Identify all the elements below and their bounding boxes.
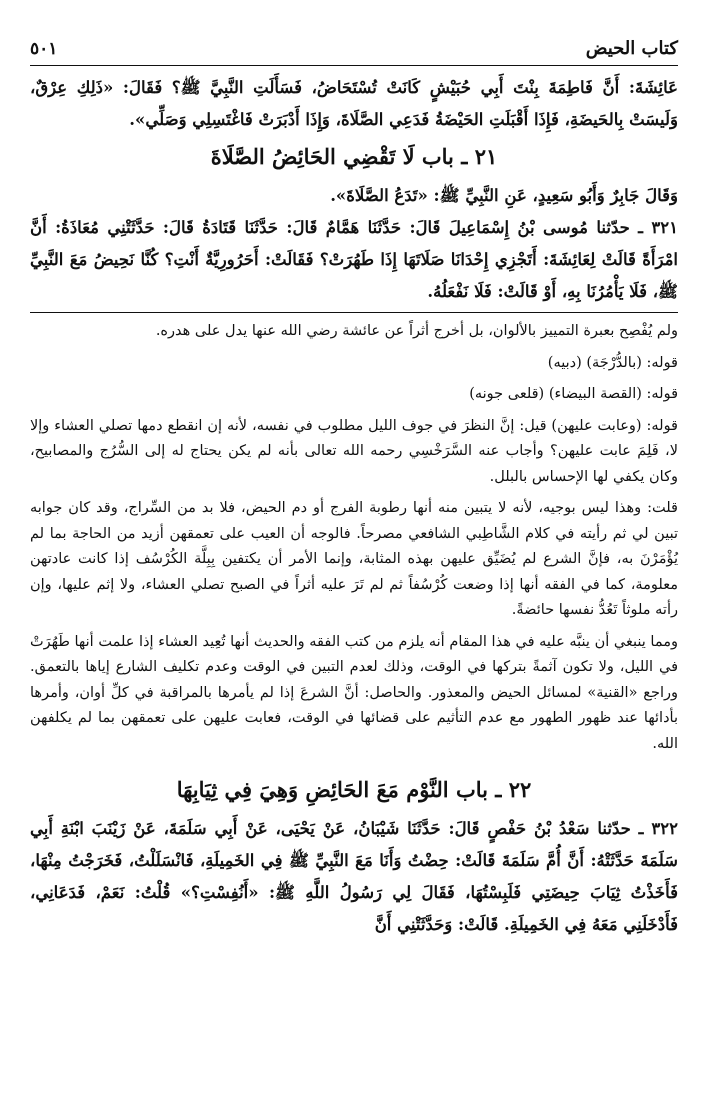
commentary-paragraph-4: قوله: (وعابت عليهن) قيل: إنَّ النظرَ في جوف الليل مطلوب في نفسه، لأنه إن انقطع دمها تصلي العشاء وإلا لا، فَلِمَ عابت عليهن؟ وأجاب عنه السَّرَخْسِي رحمه الله تعالى بأنه لم يكن يحتاج له إلى السُّرُج والمصابيح، وكان يكفي لها الإحساس بالبلل.	[30, 417, 678, 485]
divider	[30, 312, 678, 313]
page-header	[30, 38, 678, 66]
continued-hadith: عَائِشَةَ: أَنَّ فَاطِمَةَ بِنْتَ أَبِي حُبَيْشٍ كَانَتْ تُسْتَحَاضُ، فَسَأَلَتِ النَّبِيَّ ﷺ؟ فَقَالَ: «ذَلِكِ عِرْقٌ، وَلَيسَتْ بِالحَيضَةِ، فَإِذَا أَقْبَلَتِ الحَيْضَةُ فَدَعِي الصَّلَاةَ، وَإِذَا أَدْبَرَتْ فَاغْتَسِلِي وَصَلِّي».	[30, 78, 678, 129]
hadith-322: ٣٢٢ ـ حدّثنا سَعْدُ بْنُ حَفْصٍ قَالَ: حَدَّثَنَا شَيْبَانُ، عَنْ يَحْيَى، عَنْ أَبِي سَلَمَةَ، عَنْ زَيْنَبَ ابْنَةِ أَبِي سَلَمَةَ حَدَّثَتْهُ: أَنَّ أُمَّ سَلَمَةَ قَالَتْ: حِضْتُ وَأَنَا مَعَ النَّبِيِّ ﷺ فِي الخَمِيلَةِ، فَانْسَلَلْتُ، فَخَرَجْتُ مِنْهَا، فَأَخَذْتُ ثِيَابَ حِيضَتِي فَلَبِسْتُهَا، فَقَالَ لِي رَسُولُ اللَّهِ ﷺ: «أَنُفِسْتِ؟» قُلْتُ: نَعَمْ، فَدَعَانِي، فَأَدْخَلَنِي مَعَهُ فِي الخَمِيلَةِ. قَالَتْ: وَحَدَّثَتْنِي أَنَّ	[30, 819, 678, 934]
hadith-321: ٣٢١ ـ حدّثنا مُوسى بْنُ إِسْمَاعِيلَ قَالَ: حَدَّثَنَا هَمَّامٌ قَالَ: حَدَّثَنَا قَتَادَةُ قَالَ: حَدَّثَتْنِي مُعَاذَةُ: أَنَّ امْرَأَةً قَالَتْ لِعَائِشَةَ: أَتَجْزِي إِحْدَانَا صَلَاتَهَا إِذَا طَهُرَتْ؟ فَقَالَتْ: أَحَرُورِيَّةٌ أَنْتِ؟ كُنَّا نَحِيضُ مَعَ النَّبِيِّ ﷺ، فَلَا يَأْمُرُنَا بِهِ، أَوْ قَالَتْ: فَلَا نَفْعَلُهُ.	[30, 218, 678, 301]
book-title: كتاب الحيض	[585, 38, 678, 59]
commentary-paragraph-1: ولم يُفْصِح بعبرة التمييز بالألوان، بل أخرج أثراً عن عائشة رضي الله عنها يدل على هدره.	[155, 323, 678, 339]
page-number: ٥٠١	[30, 39, 58, 59]
commentary-paragraph-6: ومما ينبغي أن ينبَّه عليه في هذا المقام أنه يلزم من كتب الفقه والحديث أنها تُعِيد العشاء إذا علمت أنها طَهُرَتْ في الليل، ولا تكون آثمةً بتركها في الوقت، وذلك لعدم التبين في الوقت وعدم تكليف الشارع إياها بالتعمق. وراجع «القنية» لمسائل الحيض والمعذور. والحاصل: أنَّ الشرعَ إذا لم يأمرها بالمراقبة في كلِّ أوان، وأمرها بأدائها عند ظهور الطهور مع عدم التأثيم على قضائها في الوقت، فعابت عليهن على تعمقهن بما لم يكلفهن الله.	[30, 633, 678, 752]
chapter-21-intro: وَقَالَ جَابِرٌ وَأَبُو سَعِيدٍ، عَنِ النَّبِيِّ ﷺ: «تَدَعُ الصَّلَاةَ».	[330, 186, 678, 205]
chapter-22-title: ٢٢ ـ باب النَّوْم مَعَ الحَائِضِ وَهِيَ فِي ثِيَابِهَا	[176, 777, 532, 802]
commentary-paragraph-5: قلت: وهذا ليس بوجيه، لأنه لا يتبين منه أنها رطوبة الفرج أو دم الحيض، فلا بد من السِّراج، وقد كان جوابه تبين لي ثم رأيته في كلام الشَّاطِبي الشافعي مصرحاً. فالوجه أن العيب على تعمقهن أزيد من الحاجة بما لم يُؤْمَرْنَ به، فإنَّ الشرع لم يُضَيِّق عليهن بهذه المثابة، وإنما الأمر أن يكتفين بِبِلَّة الكُرْسُف إذا كانت عادتهن معلومة، كما في الفقه أنها إذا وضعت كُرْسُفاً ثم لم تَرَ عليه أثراً في الصبح تصلي العشاء، ولا إثم عليها، وإن رأته ملوثاً تَعُدُّ نفسها حائضةً.	[30, 500, 678, 618]
commentary-paragraph-3: قوله: (القصة البيضاء) (قلعى جونه)	[469, 386, 678, 402]
chapter-21-title: ٢١ ـ باب لَا تَقْضِي الحَائِضُ الصَّلَاةَ	[210, 144, 498, 169]
commentary-paragraph-2: قوله: (بالدُّرْجَة) (دبيه)	[547, 354, 678, 371]
